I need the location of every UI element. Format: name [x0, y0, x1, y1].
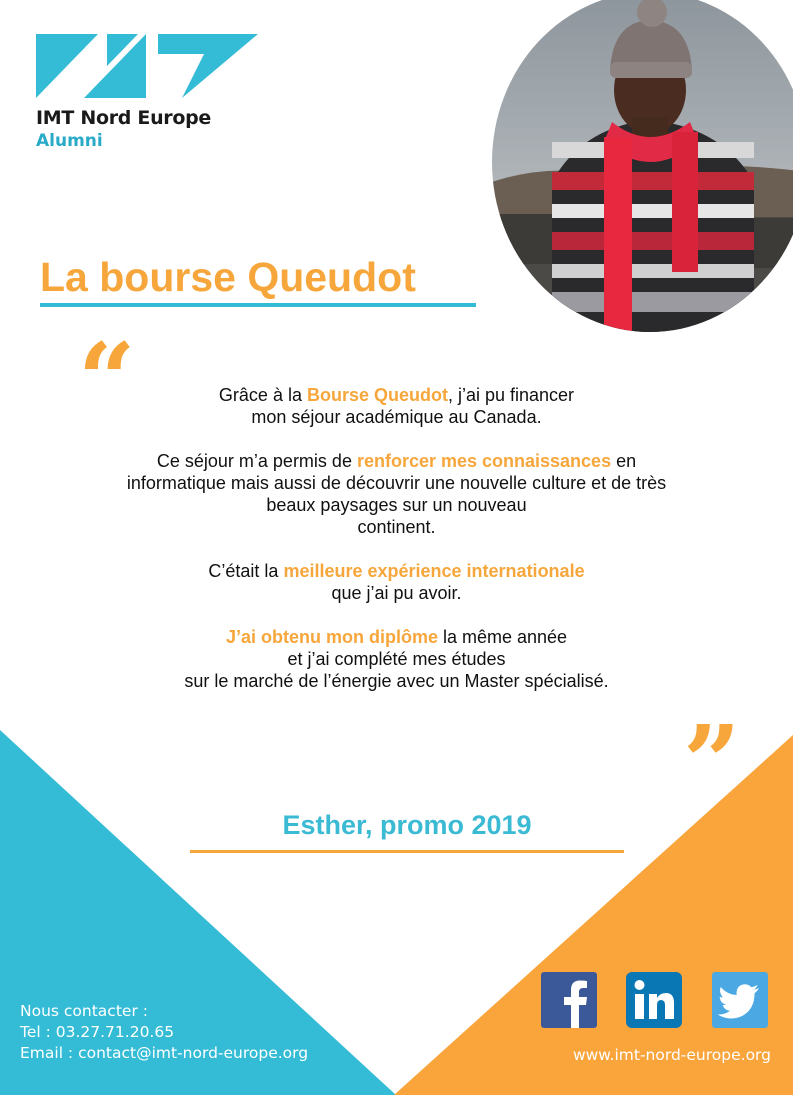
contact-block — [20, 1001, 308, 1064]
text: Ce séjour m’a permis de — [156, 451, 357, 471]
page-title: La bourse Queudot — [40, 254, 416, 300]
highlight: meilleure expérience internationale — [283, 561, 585, 581]
text: la même année — [437, 627, 568, 647]
title-underline — [40, 303, 476, 307]
text: sur le marché de l’énergie avec un Master spécialisé. — [184, 671, 609, 691]
text: que j’ai pu avoir. — [331, 583, 462, 603]
text: mon séjour académique au Canada. — [251, 407, 542, 427]
brand-sub: Alumni — [36, 131, 103, 151]
paragraph-4 — [60, 626, 733, 692]
text: C’était la — [208, 561, 284, 581]
twitter-icon[interactable] — [712, 972, 768, 1028]
highlight: renforcer mes connaissances — [356, 451, 612, 471]
testimonial-text — [60, 384, 733, 714]
text: et j’ai complété mes études — [287, 649, 506, 669]
close-quote-icon: ” — [683, 703, 741, 821]
contact-phone[interactable]: Tel : 03.27.71.20.65 — [20, 1023, 175, 1041]
portrait-photo — [492, 0, 793, 332]
text: informatique mais aussi de découvrir une nouvelle culture et de très — [126, 473, 667, 493]
text: , j’ai pu financer — [447, 385, 575, 405]
paragraph-1 — [60, 384, 733, 428]
imt-logo-icon — [36, 34, 258, 98]
text: beaux paysages sur un nouveau — [266, 495, 527, 515]
signature-underline — [190, 850, 624, 853]
contact-email[interactable]: Email : contact@imt-nord-europe.org — [20, 1044, 309, 1062]
linkedin-icon[interactable] — [626, 972, 682, 1028]
text: en — [611, 451, 637, 471]
paragraph-2 — [60, 450, 733, 538]
text: continent. — [357, 517, 436, 537]
paragraph-3 — [60, 560, 733, 604]
text: Grâce à la — [218, 385, 307, 405]
website-link[interactable]: www.imt-nord-europe.org — [572, 1046, 771, 1064]
brand-name: IMT Nord Europe — [36, 107, 212, 129]
highlight: J’ai obtenu mon diplôme — [225, 627, 438, 647]
signature: Esther, promo 2019 — [282, 810, 532, 840]
open-quote-icon: “ — [78, 321, 136, 439]
highlight: Bourse Queudot — [306, 385, 448, 405]
contact-heading: Nous contacter : — [20, 1002, 148, 1020]
facebook-icon[interactable] — [541, 972, 597, 1028]
